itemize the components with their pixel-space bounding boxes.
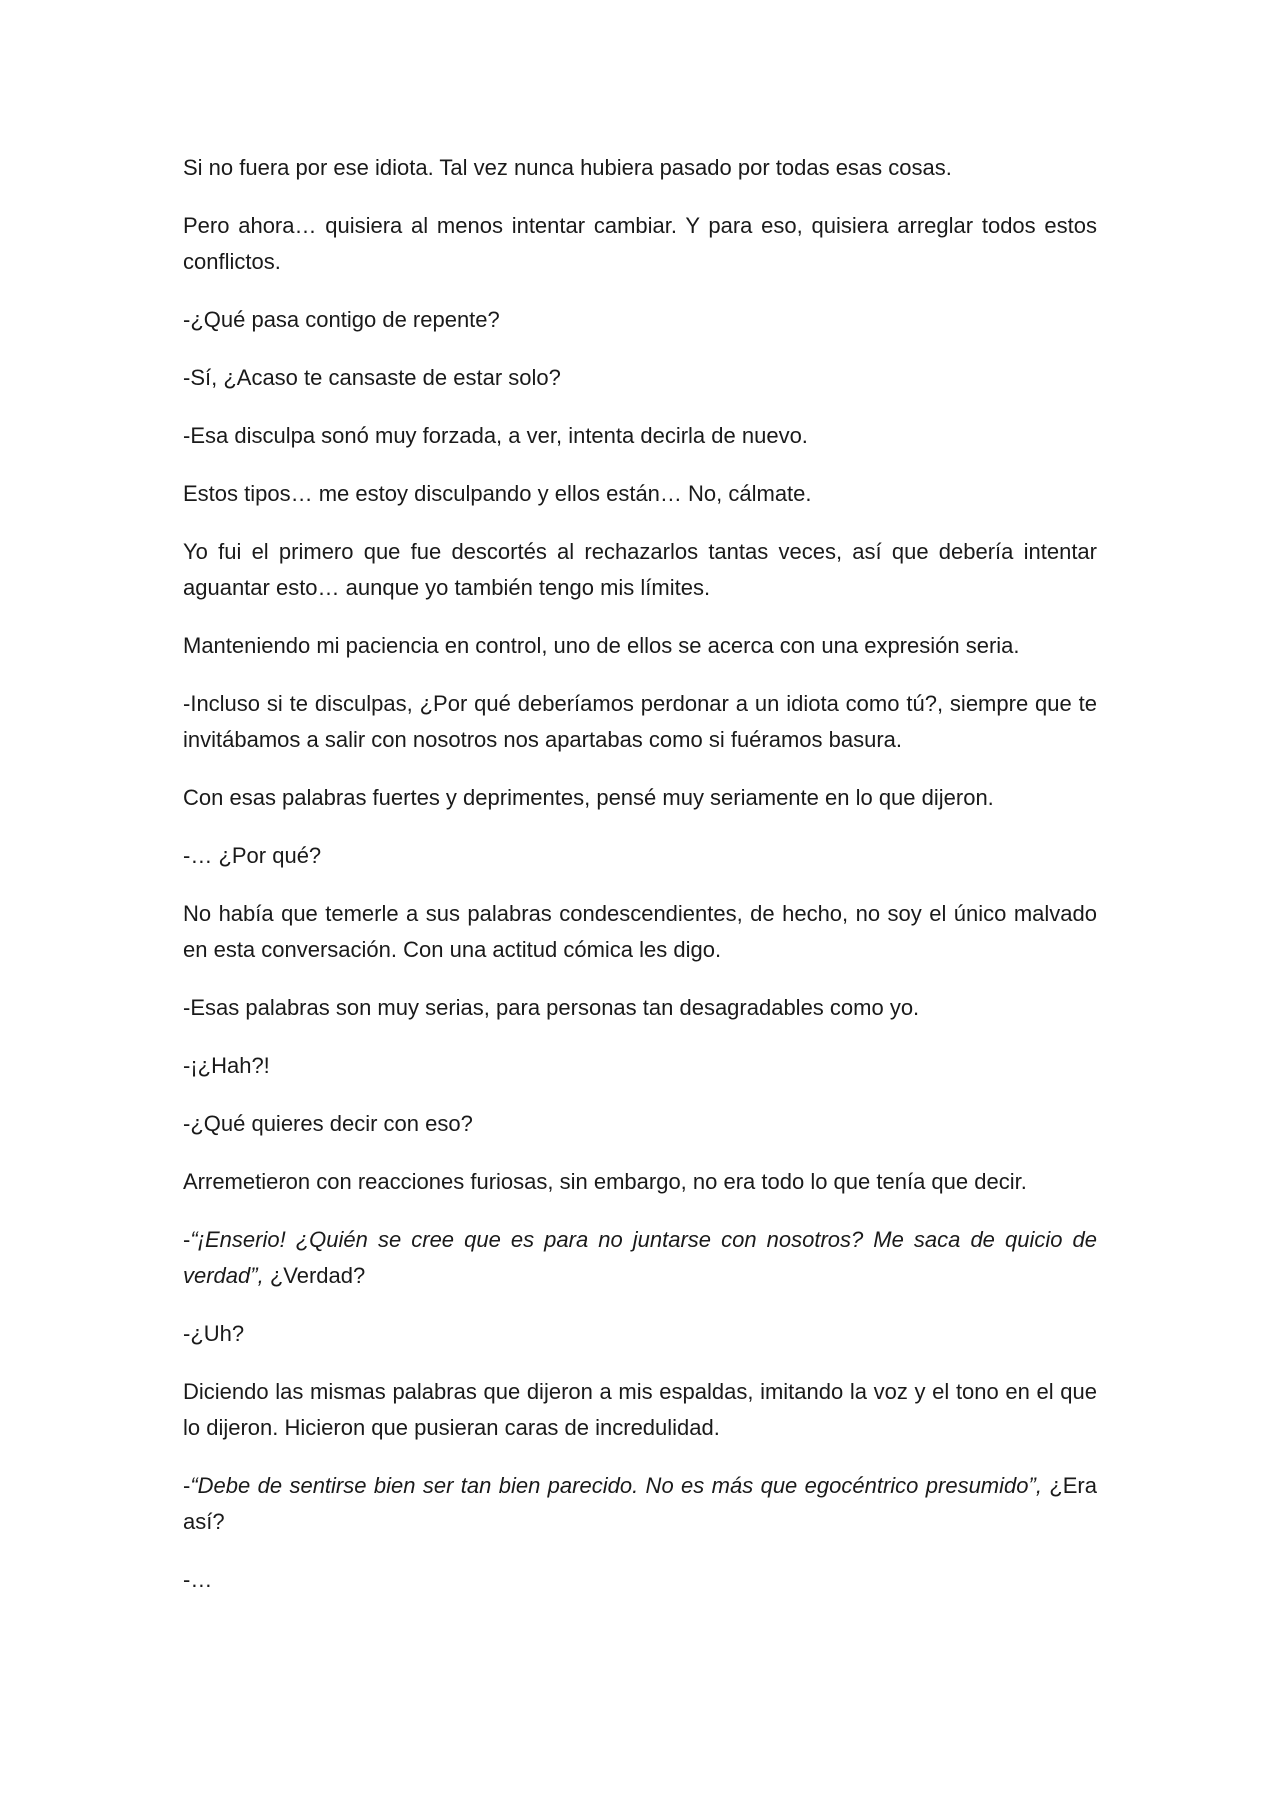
text-segment: Con esas palabras fuertes y deprimentes, pensé muy seriamente en lo que dijeron.	[183, 785, 994, 810]
text-segment: -	[183, 1227, 191, 1252]
text-segment: -Esa disculpa sonó muy forzada, a ver, intenta decirla de nuevo.	[183, 423, 808, 448]
paragraph	[183, 628, 1097, 664]
paragraph	[183, 1316, 1097, 1352]
paragraph	[183, 534, 1097, 606]
text-segment: -¿Uh?	[183, 1321, 245, 1346]
paragraph	[183, 780, 1097, 816]
text-segment: Manteniendo mi paciencia en control, uno de ellos se acerca con una expresión seria.	[183, 633, 1020, 658]
paragraph	[183, 1106, 1097, 1142]
text-segment: No había que temerle a sus palabras condescendientes, de hecho, no soy el único malvado en esta conversación. Con una actitud cómica les digo.	[183, 901, 1097, 962]
paragraph	[183, 1222, 1097, 1294]
paragraph	[183, 896, 1097, 968]
paragraph	[183, 418, 1097, 454]
paragraph	[183, 990, 1097, 1026]
text-segment: -Esas palabras son muy serias, para personas tan desagradables como yo.	[183, 995, 920, 1020]
text-segment: Diciendo las mismas palabras que dijeron a mis espaldas, imitando la voz y el tono en el que lo dijeron. Hicieron que pusieran caras de incredulidad.	[183, 1379, 1097, 1440]
text-segment: Si no fuera por ese idiota. Tal vez nunca hubiera pasado por todas esas cosas.	[183, 155, 952, 180]
text-segment: Estos tipos… me estoy disculpando y ellos están… No, cálmate.	[183, 481, 812, 506]
paragraph	[183, 1048, 1097, 1084]
text-segment: -Incluso si te disculpas, ¿Por qué deberíamos perdonar a un idiota como tú?, siempre que te invitábamos a salir con nosotros nos apartabas como si fuéramos basura.	[183, 691, 1097, 752]
paragraph	[183, 1468, 1097, 1540]
text-segment: Yo fui el primero que fue descortés al rechazarlos tantas veces, así que debería intentar aguantar esto… aunque yo también tengo mis límites.	[183, 539, 1097, 600]
paragraph	[183, 1562, 1097, 1598]
paragraph	[183, 686, 1097, 758]
text-segment: ¿Verdad?	[263, 1263, 366, 1288]
paragraph	[183, 150, 1097, 186]
paragraph	[183, 208, 1097, 280]
text-segment: -	[183, 1473, 191, 1498]
paragraph	[183, 302, 1097, 338]
text-segment: -¿Qué pasa contigo de repente?	[183, 307, 500, 332]
paragraph	[183, 838, 1097, 874]
paragraph	[183, 1164, 1097, 1200]
text-segment: -Sí, ¿Acaso te cansaste de estar solo?	[183, 365, 561, 390]
text-segment: Pero ahora… quisiera al menos intentar cambiar. Y para eso, quisiera arreglar todos estos conflictos.	[183, 213, 1097, 274]
text-segment: ¿Era así?	[183, 1473, 1097, 1534]
italic-text-segment: “Debe de sentirse bien ser tan bien parecido. No es más que egocéntrico presumido”,	[190, 1473, 1042, 1498]
text-segment: -¡¿Hah?!	[183, 1053, 270, 1078]
document-body	[183, 150, 1097, 1598]
paragraph	[183, 476, 1097, 512]
text-segment: Arremetieron con reacciones furiosas, sin embargo, no era todo lo que tenía que decir.	[183, 1169, 1027, 1194]
text-segment: -… ¿Por qué?	[183, 843, 322, 868]
text-segment: -…	[183, 1567, 213, 1592]
paragraph	[183, 1374, 1097, 1446]
italic-text-segment: “¡Enserio! ¿Quién se cree que es para no juntarse con nosotros? Me saca de quicio de verdad”,	[183, 1227, 1097, 1288]
paragraph	[183, 360, 1097, 396]
text-segment: -¿Qué quieres decir con eso?	[183, 1111, 473, 1136]
